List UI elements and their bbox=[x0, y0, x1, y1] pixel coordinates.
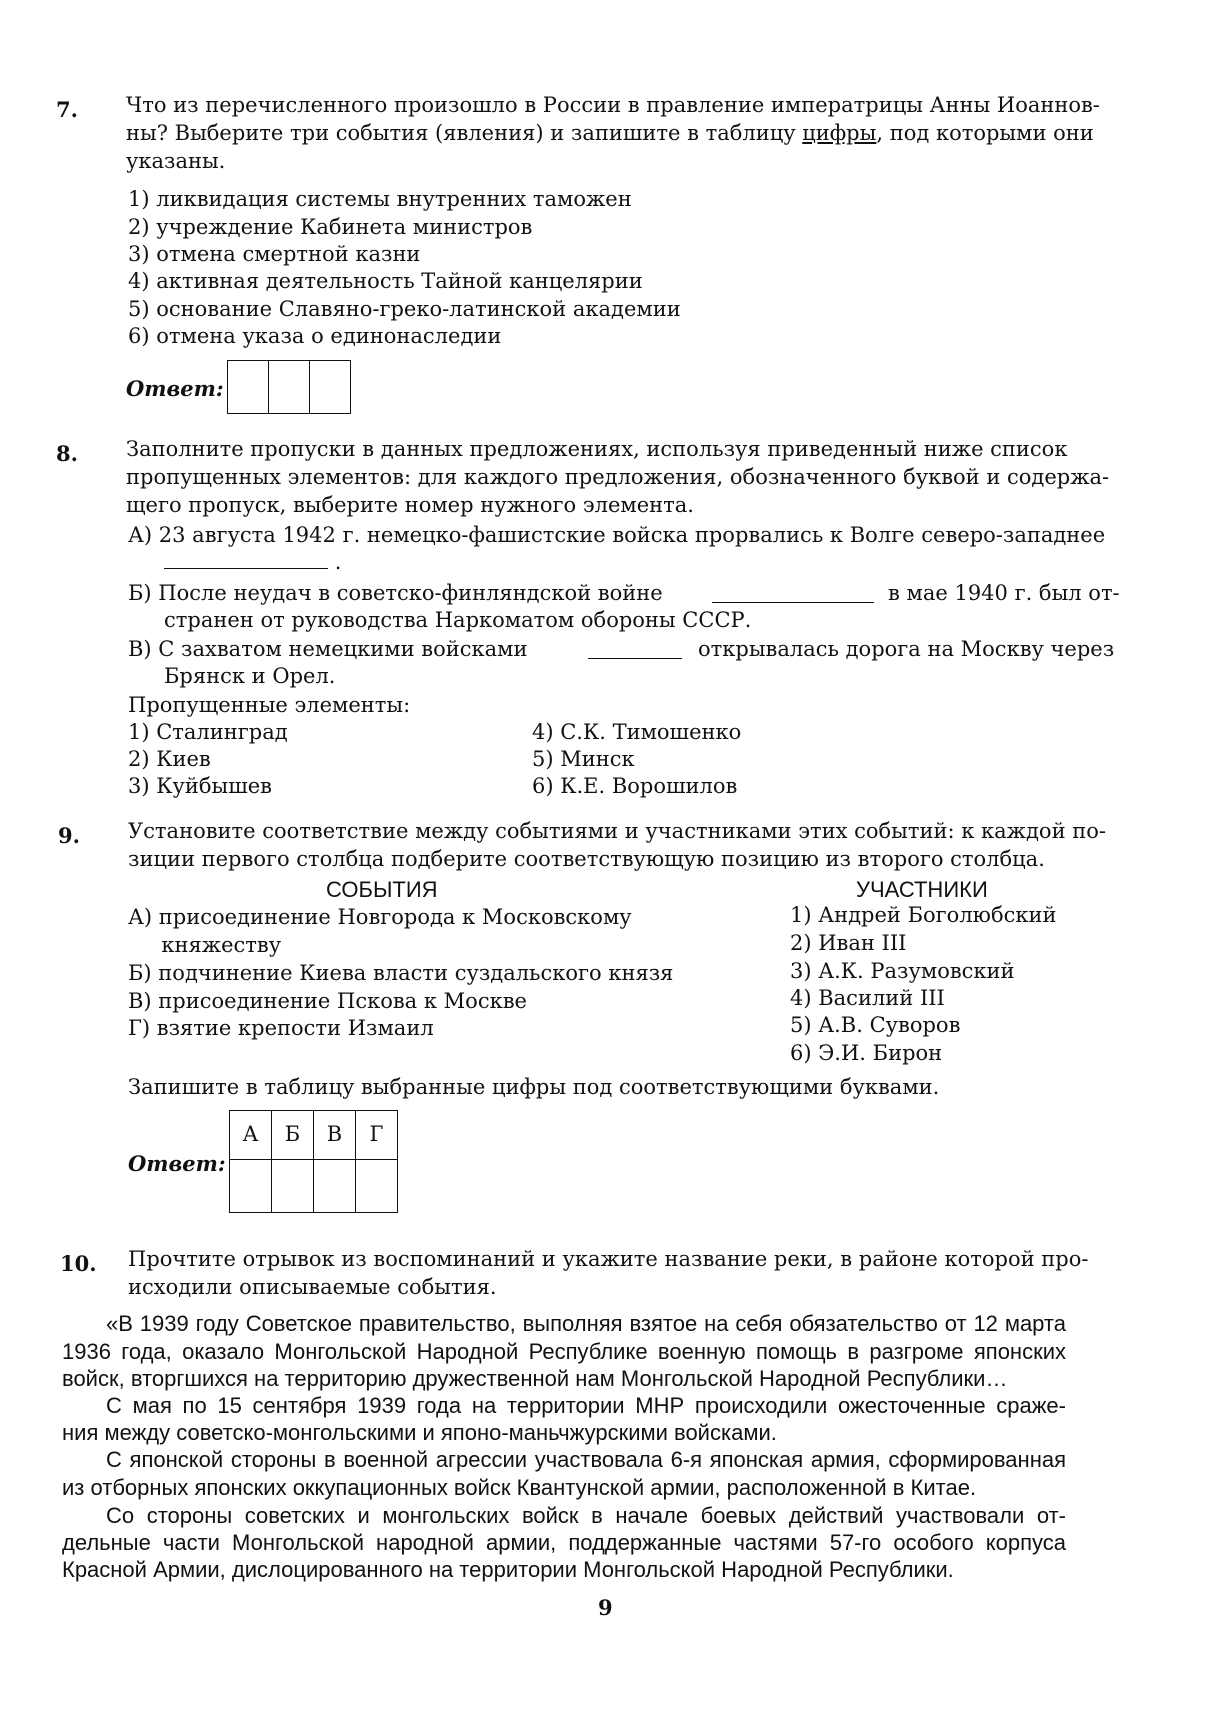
q9-prompt-line: Установите соответствие между событиями и участниками этих событий: к каждой по- bbox=[128, 819, 1106, 843]
q9-answer-cell[interactable] bbox=[314, 1160, 356, 1213]
q7-answer-cell[interactable] bbox=[228, 361, 269, 414]
q9-participant: 6) Э.И. Бирон bbox=[790, 1041, 943, 1065]
q8-number: 8. bbox=[56, 441, 78, 466]
q7-option: 1) ликвидация системы внутренних таможен bbox=[128, 187, 632, 211]
q8-missing-item: 5) Минск bbox=[532, 747, 635, 771]
q8-sentence-c-part2: открывалась дорога на Москву через bbox=[698, 637, 1115, 661]
q7-answer-cell[interactable] bbox=[310, 361, 351, 414]
q10-source-line: дельные части Монгольской народной армии, поддержанные частями 57-го особого корпуса bbox=[62, 1530, 1066, 1555]
q9-table-header: Г bbox=[356, 1111, 398, 1160]
q10-source-line: С японской стороны в военной агрессии участвовала 6-я японская армия, сформированная bbox=[106, 1447, 1066, 1472]
q7-prompt-line2-a: ны? Выберите три события (явления) и запишите в таблицу bbox=[126, 121, 803, 145]
q8-missing-item: 1) Сталинград bbox=[128, 720, 288, 744]
q10-number: 10. bbox=[60, 1251, 97, 1276]
q9-participant: 4) Василий III bbox=[790, 986, 945, 1010]
q7-option: 3) отмена смертной казни bbox=[128, 242, 421, 266]
q7-answer-label: Ответ: bbox=[126, 376, 224, 401]
q7-prompt-line2-b: , под которыми они bbox=[876, 121, 1094, 145]
q9-table-header: А bbox=[230, 1111, 272, 1160]
q9-answer-label: Ответ: bbox=[128, 1151, 226, 1176]
q8-missing-item: 2) Киев bbox=[128, 747, 211, 771]
q9-event: А) присоединение Новгорода к Московскому bbox=[128, 905, 632, 929]
q7-prompt-underlined: цифры bbox=[802, 121, 877, 145]
q8-sentence-c-line2: Брянск и Орел. bbox=[164, 664, 336, 688]
q8-blank-c[interactable] bbox=[588, 638, 682, 659]
q7-option: 6) отмена указа о единонаследии bbox=[128, 324, 502, 348]
page-number: 9 bbox=[598, 1595, 613, 1620]
q9-participant: 1) Андрей Боголюбский bbox=[790, 903, 1057, 927]
q9-answer-table bbox=[229, 1110, 398, 1213]
q10-prompt-line: исходили описываемые события. bbox=[128, 1275, 497, 1299]
q10-source-line: 1936 года, оказало Монгольской Народной Республике военную помощь в разгроме японских bbox=[62, 1339, 1066, 1364]
q8-sentence-b-line2: странен от руководства Наркоматом обороны СССР. bbox=[164, 608, 752, 632]
q10-source-line: «В 1939 году Советское правительство, выполняя взятое на себя обязательство от 12 марта bbox=[106, 1311, 1066, 1336]
q9-prompt-line: зиции первого столбца подберите соответствующую позицию из второго столбца. bbox=[128, 847, 1045, 871]
q9-participants-header: УЧАСТНИКИ bbox=[856, 877, 988, 902]
q9-answer-cell[interactable] bbox=[230, 1160, 272, 1213]
q9-number: 9. bbox=[58, 823, 80, 848]
q10-source-line: Красной Армии, дислоцированного на территории Монгольской Народной Республики. bbox=[62, 1557, 954, 1582]
q9-table-header: Б bbox=[272, 1111, 314, 1160]
q8-prompt-line: Заполните пропуски в данных предложениях, используя приведенный ниже список bbox=[126, 437, 1068, 461]
q10-source-line: ния между советско-монгольскими и японо-маньчжурскими войсками. bbox=[62, 1420, 777, 1445]
q10-source-line: войск, вторгшихся на территорию дружественной нам Монгольской Народной Республики… bbox=[62, 1366, 1008, 1391]
q8-blank-b[interactable] bbox=[712, 582, 874, 603]
q8-missing-item: 6) К.Е. Ворошилов bbox=[532, 774, 738, 798]
q8-sentence-a-end: . bbox=[334, 550, 342, 574]
q10-source-line: Со стороны советских и монгольских войск в начале боевых действий участвовали от- bbox=[106, 1503, 1066, 1528]
q8-missing-item: 4) С.К. Тимошенко bbox=[532, 720, 742, 744]
q7-prompt-line3: указаны. bbox=[126, 149, 226, 173]
q10-source-line: из отборных японских оккупационных войск Квантунской армии, расположенной в Китае. bbox=[62, 1475, 977, 1500]
q9-events-header: СОБЫТИЯ bbox=[326, 877, 438, 902]
q9-participant: 5) А.В. Суворов bbox=[790, 1013, 961, 1037]
q9-event: княжеству bbox=[128, 933, 282, 957]
q7-prompt-line1: Что из перечисленного произошло в России в правление императрицы Анны Иоаннов- bbox=[126, 93, 1100, 117]
q9-answer-cell[interactable] bbox=[272, 1160, 314, 1213]
q7-option: 5) основание Славяно-греко-латинской академии bbox=[128, 297, 681, 321]
q8-sentence-a-line1: А) 23 августа 1942 г. немецко-фашистские войска прорвались к Волге северо-западнее bbox=[128, 523, 1106, 547]
q8-blank-a[interactable] bbox=[164, 548, 328, 569]
q7-answer-cell[interactable] bbox=[269, 361, 310, 414]
q8-prompt-line: щего пропуск, выберите номер нужного элемента. bbox=[126, 493, 694, 517]
q8-missing-item: 3) Куйбышев bbox=[128, 774, 272, 798]
q9-participant: 3) А.К. Разумовский bbox=[790, 959, 1015, 983]
q9-event: Б) подчинение Киева власти суздальского князя bbox=[128, 961, 674, 985]
q8-missing-title: Пропущенные элементы: bbox=[128, 693, 411, 717]
q9-answer-cell[interactable] bbox=[356, 1160, 398, 1213]
q7-answer-table bbox=[227, 360, 351, 414]
q9-event: Г) взятие крепости Измаил bbox=[128, 1016, 434, 1040]
q9-event: В) присоединение Пскова к Москве bbox=[128, 989, 527, 1013]
q8-sentence-b-part1: Б) После неудач в советско-финляндской войне bbox=[128, 581, 663, 605]
q9-table-header: В bbox=[314, 1111, 356, 1160]
q7-prompt-line2 bbox=[126, 120, 1094, 148]
q7-option: 4) активная деятельность Тайной канцелярии bbox=[128, 269, 643, 293]
q7-number: 7. bbox=[56, 97, 78, 122]
q8-prompt-line: пропущенных элементов: для каждого предложения, обозначенного буквой и содержа- bbox=[126, 465, 1110, 489]
q8-sentence-b-part2: в мае 1940 г. был от- bbox=[888, 581, 1120, 605]
q9-participant: 2) Иван III bbox=[790, 931, 907, 955]
q10-prompt-line: Прочтите отрывок из воспоминаний и укажите название реки, в районе которой про- bbox=[128, 1247, 1089, 1271]
q7-option: 2) учреждение Кабинета министров bbox=[128, 215, 533, 239]
q8-sentence-c-part1: В) С захватом немецкими войсками bbox=[128, 637, 528, 661]
q8-sentence-a-line2 bbox=[164, 548, 341, 577]
q9-instruction: Запишите в таблицу выбранные цифры под соответствующими буквами. bbox=[128, 1075, 940, 1099]
q10-source-line: С мая по 15 сентября 1939 года на территории МНР происходили ожесточенные сраже- bbox=[106, 1393, 1066, 1418]
